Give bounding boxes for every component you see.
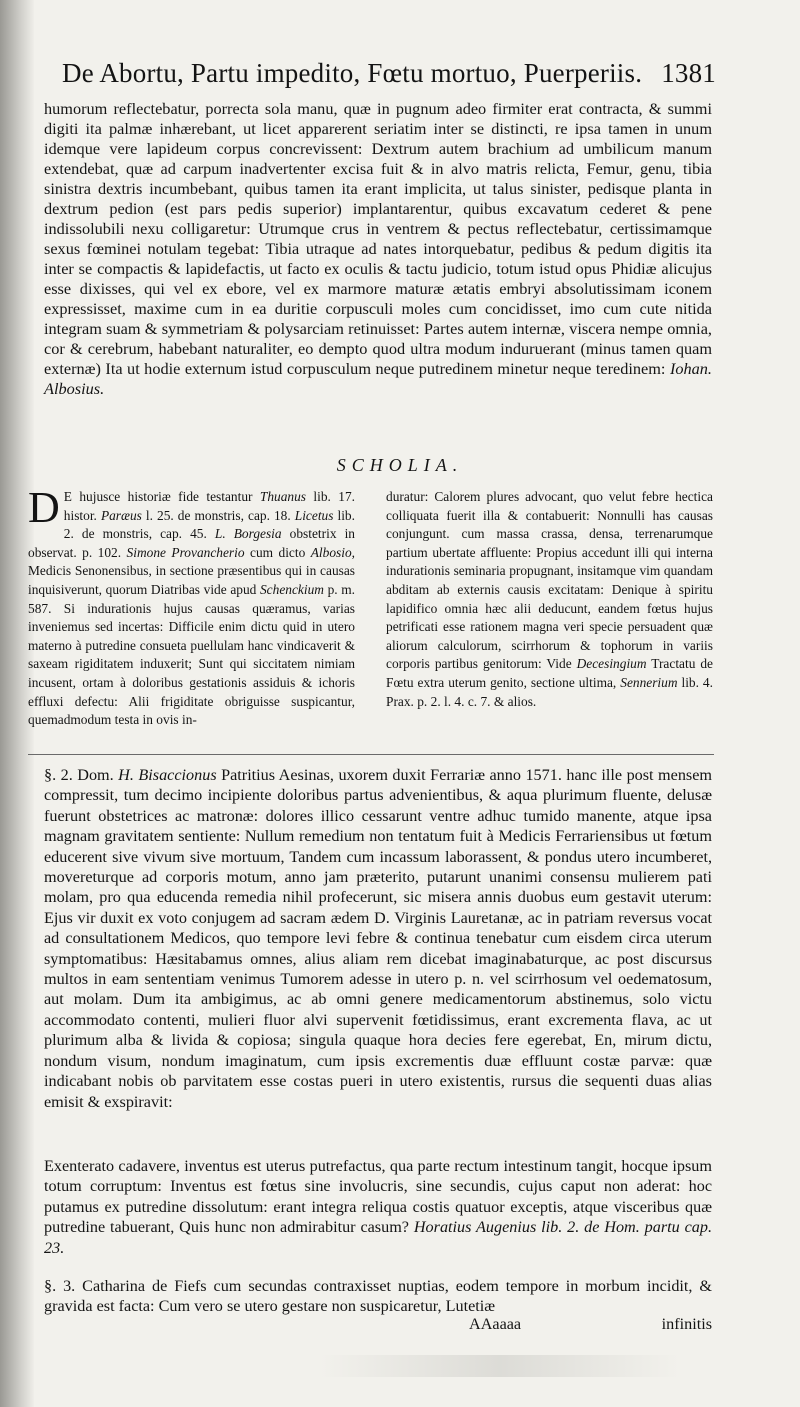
section-2-text-b: Patritius Aesinas, uxorem duxit Ferrariæ anno 1571. hanc ille post mensem compressit, tum decimo incipiente doloribus partus advenientibus, & aqua plurimum fluente, delusæ fuerunt obstetrices ac matronæ: dolores illico cessarunt ventre adhuc tumido manente, atque ipsa magnam gravitatem sentiente: Nullum remedium non tentatum fuit à Medicis Ferrariensibus ut fœtum educerent sive vivum sive mortuum, Tandem cum incassum laborassent, & pondus utero incumberet, movereturque ad corporis motum, anno jam præterito, putarunt unanimi consensu mulierem pati molam, pro qua educenda remedia nihil profecerunt, sic misera annis duobus eum gestavit uterum: Ejus vir duxit ex voto conjugem ad sacram ædem D. Virginis Lauretanæ, ac in patriam reversus vocat ad consultationem Medicos, quo tempore levi febre & continua tenebatur cum eisdem circa uterum symptomatibus: Hæsitabamus omnes, alius aliam rem dicebat imaginabaturque, ac post discursus multos in eam sententiam venimus Tumorem adesse in utero p. n. vel scirrhosum vel oedematosum, aut molam. Dum ita ambigimus, ac ab omni genere medicamentorum abstinemus, solo victu accommodato contenti, mulieri fluor alvi supervenit fœtidissimus, erant excrementa flava, ac ut plurimum alba & livida & copiosa; singula quaque hora decies fere egerebat, En, mirum dictu, nondum visum, nondum imaginatum, cum ipsis excrementis duæ effluunt costæ parvæ: quæ indicabant nobis ob parvitatem esse costas pueri in utero existentis, rursus die sequenti duas alias emisit & exspiravit: bbox=[44, 766, 712, 1111]
scholia-left-h: p. m. 587. Si indurationis hujus causas quæramus, varias inveniemus sed incertas: Difficile enim dictu quid in utero materno à putredine consueta puellulam hanc vindicaverit & saxeam rigiditatem induxerit; Sunt qui siccitatem nimiam incusent, ortam à doloribus gestationis assiduis & ichoris effluxi defectu: Alii frigiditate obriguisse suspicantur, quemadmodum testa in ovis in- bbox=[28, 581, 355, 728]
scholia-right-c: lib. 4. Prax. p. 2. l. 4. c. 7. & alios. bbox=[386, 674, 713, 709]
section-2-continuation bbox=[44, 1156, 712, 1258]
scholia-left-f: cum dicto bbox=[244, 544, 311, 560]
scholia-heading: SCHOLIA. bbox=[336, 455, 464, 475]
ref-sennerium: Sennerium bbox=[620, 674, 678, 690]
page-number: 1381 bbox=[661, 58, 716, 88]
bleed-through-shadow bbox=[320, 1355, 680, 1377]
scholia-right-b: Tractatu de Fœtu extra uterum genito, sectione ultima, bbox=[386, 656, 714, 690]
section-2-text-a: §. 2. Dom. bbox=[44, 766, 119, 784]
section-2-reference: Horatius Augenius lib. 2. de Hom. partu cap. 23. bbox=[44, 1218, 713, 1257]
ref-licetus: Licetus bbox=[294, 507, 334, 523]
ref-thuanus: Thuanus bbox=[259, 489, 307, 504]
scholia-left-b: lib. 17. histor. bbox=[63, 489, 356, 523]
section-2-name: H. Bisaccionus bbox=[118, 766, 217, 784]
p1-author: Iohan. Albosius. bbox=[44, 359, 712, 398]
scholia-left-g: , Medicis Senonensibus, in sectione præsentibus qui in causas inquisiverunt, quorum Diatribas vide apud bbox=[28, 544, 356, 597]
section-3-text: §. 3. Catharina de Fiefs cum secundas contraxisset nuptias, eodem tempore in morbum incidit, & gravida est facta: Cum vero se utero gestare non suspicaretur, Lutetiæ bbox=[44, 1277, 712, 1316]
dropcap-letter: D bbox=[28, 483, 60, 532]
scholia-left-e: obstetrix in observat. p. 102. bbox=[28, 526, 355, 560]
running-head-title: De Abortu, Partu impedito, Fœtu mortuo, Puerperiis. bbox=[62, 58, 643, 88]
section-divider bbox=[28, 754, 714, 755]
page-footer bbox=[44, 1315, 712, 1335]
ref-albosio: Albosio bbox=[310, 544, 352, 560]
signature-mark: AAaaaa bbox=[469, 1315, 522, 1333]
scholia-right-column bbox=[386, 488, 713, 711]
scholia-left-a: E hujusce historiæ fide testantur bbox=[63, 489, 260, 504]
scholia-right-a: duratur: Calorem plures advocant, quo velut febre hectica colliquata fuerit illa & contabuerit: Nonnulli has causas conjungunt. cum massa crassa, densa, terrenarumque partium ubertate affluente: Propius accedunt illi qui interna indurationis seminaria propugnant, insitamque vim quandam abditam ab externis causis excitatam: Denique à spiritu lapidifico omnia hæc alii deducunt, eandem fœtus hujus petrificati esse rationem magna veri specie persuadent quæ aliorum calculorum, scirrhorum & tophorum in variis corporis partibus genitorum: Vide bbox=[386, 489, 713, 672]
section-2-paragraph bbox=[44, 765, 712, 1112]
ref-schenckium: Schenckium bbox=[259, 581, 324, 597]
ref-borgesia: L. Borgesia bbox=[214, 526, 282, 542]
main-paragraph-1 bbox=[44, 99, 712, 429]
scholia-left-column bbox=[28, 483, 356, 730]
ref-paraeus: Paræus bbox=[100, 507, 142, 523]
ref-provancherio: Simone Provancherio bbox=[126, 544, 245, 560]
ref-decesingium: Decesingium bbox=[576, 656, 647, 672]
scholia-left-c: l. 25. de monstris, cap. 18. bbox=[141, 507, 295, 523]
scholia-left-d: lib. 2. de monstris, cap. 45. bbox=[63, 507, 355, 542]
p1-text: humorum reflectebatur, porrecta sola manu, quæ in pugnum adeo firmiter erat contracta, & summi digiti ita palmæ inhærebant, ut licet apparerent seriatim inter se distincti, re ipsa tamen in unum idemque vere lapideum corpus concrevissent: Dextrum autem brachium ad umbilicum manum extendebat, quæ ad carpum inadvertenter excisa fuit & in alvo matris relicta, Femur, genu, tibia sinistra dextris incumbebant, quibus tamen ita erant implicita, ut talus sinister, pedisque planta in dextrum pedion (est pars pedis superior) implantarentur, quibus excavatum cederet & pene indissolubili nexu colligaretur: Utrumque crus in ventrem & pectus reflectebatur, certissimamque sexus fœminei notulam tegebat: Tibia utraque ad nates intorquebatur, pedibus & pedum digitis ita inter se compactis & lapidefactis, ut facto ex oculis & tactu judicio, totum istud opus Phidiæ alicujus esse dixisses, qui vel ex ebore, vel ex marmore maturæ ætatis embryi absolutissimam iconem expressisset, maxime cum in ea duritie corpusculi moles cum concidisset, imo cum cute nitida integram suam & symmetriam & polysarciam retinuisset: Partes autem internæ, viscera nempe omnia, cor & cerebrum, habebant naturaliter, eo dempto quod ultra modum induruerant (minus tamen quam externæ) Ita ut hodie externum istud corpusculum neque putredinem minetur neque teredinem: bbox=[44, 99, 712, 378]
section-3-paragraph bbox=[44, 1276, 712, 1317]
running-head bbox=[62, 58, 716, 89]
catchword: infinitis bbox=[661, 1315, 712, 1333]
section-2-text-c: Exenterato cadavere, inventus est uterus putrefactus, qua parte rectum intestinum tangit, hocque ipsum totum corruptum: Inventus est fœtus sine involucris, sine secundis, cujus caput non aderat: hoc putamus ex putredine dissolutum: erant integra reliqua costis quatuor exceptis, atque visceribus quæ putredine tabuerant, Quis hunc non admirabitur casum? bbox=[44, 1157, 712, 1237]
